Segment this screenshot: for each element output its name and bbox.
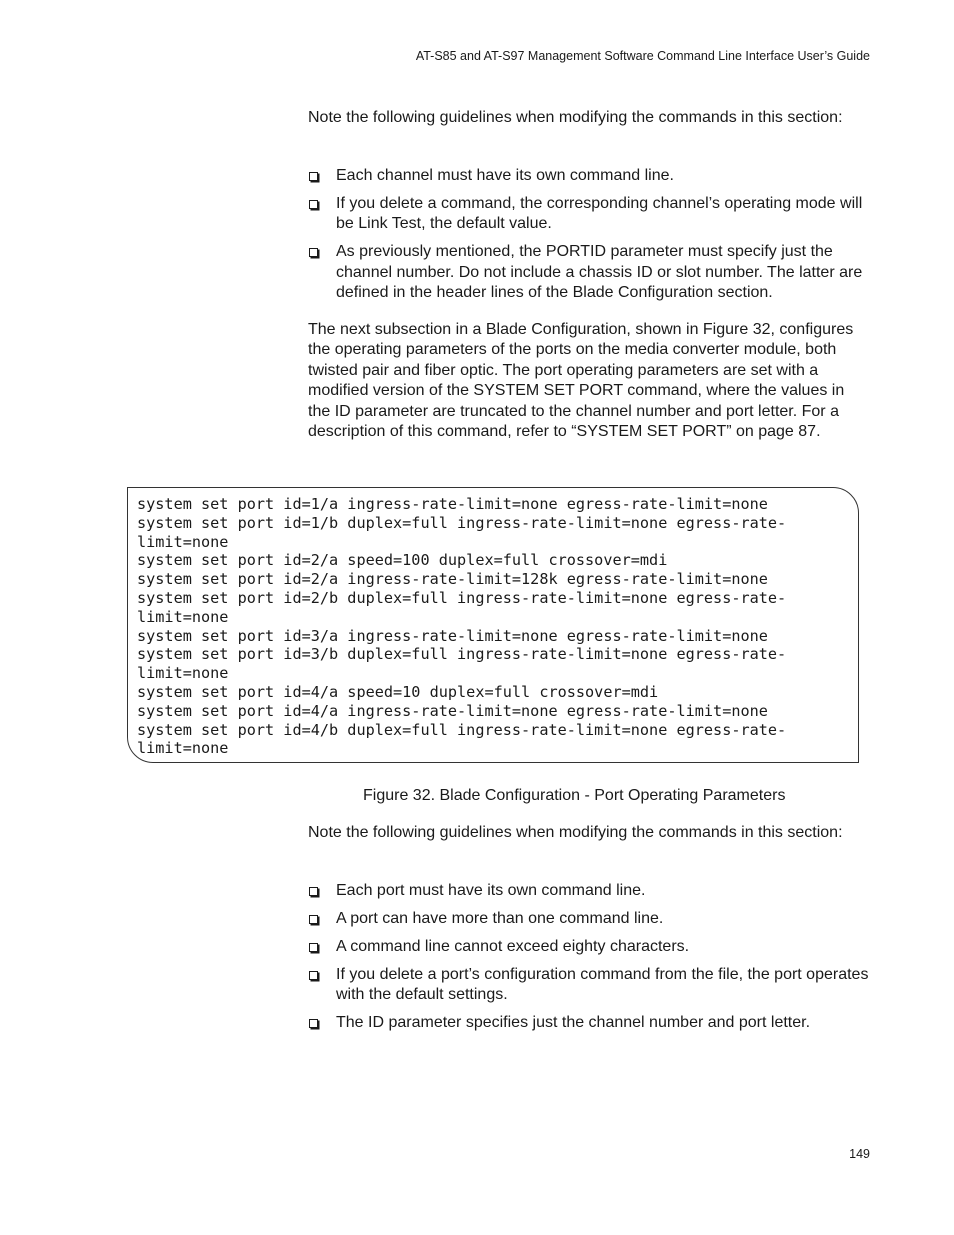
guidelines-list-1	[308, 166, 870, 311]
checkbox-bullet-icon	[309, 1019, 318, 1028]
list-item	[308, 937, 870, 957]
checkbox-bullet-icon	[309, 915, 318, 924]
list-item	[308, 1013, 870, 1033]
intro-paragraph-1	[308, 108, 870, 128]
checkbox-bullet-icon	[309, 200, 318, 209]
checkbox-bullet-icon	[309, 887, 318, 896]
list-item	[308, 194, 870, 235]
code-block	[137, 495, 858, 758]
intro-text-1: Note the following guidelines when modifying the commands in this section:	[308, 109, 843, 126]
code-line: limit=none	[137, 664, 229, 683]
code-line: limit=none	[137, 607, 229, 626]
description-text: The next subsection in a Blade Configuration, shown in Figure 32, configures the operating parameters of the ports on the media converter module, both twisted pair and fiber optic. The port operating parameters are set with a modified version of the SYSTEM SET PORT command, where the values in the ID parameter are truncated to the channel number and port letter. For a description of this command, refer to “SYSTEM SET PORT” on page 87.	[308, 321, 854, 441]
code-line: system set port id=1/a ingress-rate-limit=none egress-rate-limit=none	[137, 495, 768, 513]
list-item-text: A port can have more than one command line.	[336, 910, 664, 927]
list-item-text: A command line cannot exceed eighty characters.	[336, 938, 690, 955]
code-line: system set port id=1/b duplex=full ingress-rate-limit=none egress-rate-	[137, 513, 787, 532]
list-item-text: The ID parameter specifies just the channel number and port letter.	[336, 1014, 811, 1032]
code-line: system set port id=3/a ingress-rate-limit=none egress-rate-limit=none	[137, 626, 768, 645]
description-paragraph	[308, 320, 870, 442]
code-line: system set port id=2/a speed=100 duplex=full crossover=mdi	[137, 551, 668, 570]
list-item-text: If you delete a port’s configuration command from the file, the port operates with the default settings.	[336, 966, 869, 1004]
list-item	[308, 242, 870, 303]
running-header: AT-S85 and AT-S97 Management Software Command Line Interface User’s Guide	[415, 49, 870, 63]
code-line: system set port id=2/b duplex=full ingress-rate-limit=none egress-rate-	[137, 588, 787, 607]
code-line: system set port id=4/b duplex=full ingress-rate-limit=none egress-rate-	[137, 720, 787, 739]
guidelines-list-2	[308, 881, 870, 1041]
code-line: system set port id=4/a ingress-rate-limit=none egress-rate-limit=none	[137, 701, 768, 720]
list-item-text: Each port must have its own command line.	[336, 882, 646, 899]
intro-paragraph-2	[308, 823, 870, 843]
code-line: system set port id=2/a ingress-rate-limit=128k egress-rate-limit=none	[137, 570, 768, 589]
list-item	[308, 965, 870, 1006]
list-item-text: If you delete a command, the corresponding channel’s operating mode will be Link Test, the default value.	[336, 195, 863, 233]
intro-text-2: Note the following guidelines when modifying the commands in this section:	[308, 824, 843, 841]
page-number: 149	[849, 1147, 870, 1161]
code-example-box	[127, 487, 859, 763]
code-line: limit=none	[137, 532, 229, 551]
checkbox-bullet-icon	[309, 248, 318, 257]
code-line: system set port id=3/b duplex=full ingress-rate-limit=none egress-rate-	[137, 645, 787, 664]
list-item	[308, 881, 870, 901]
list-item-text: As previously mentioned, the PORTID parameter must specify just the channel number. Do not include a chassis ID or slot number. The latter are defined in the header lines of the Blade Configuration section.	[336, 243, 863, 302]
code-line: system set port id=4/a speed=10 duplex=full crossover=mdi	[137, 682, 659, 701]
checkbox-bullet-icon	[309, 943, 318, 952]
checkbox-bullet-icon	[309, 172, 318, 181]
list-item-text: Each channel must have its own command line.	[336, 167, 674, 184]
figure-caption: Figure 32. Blade Configuration - Port Operating Parameters	[363, 787, 786, 804]
list-item	[308, 909, 870, 929]
checkbox-bullet-icon	[309, 971, 318, 980]
list-item	[308, 166, 870, 186]
code-line: limit=none	[137, 739, 229, 758]
